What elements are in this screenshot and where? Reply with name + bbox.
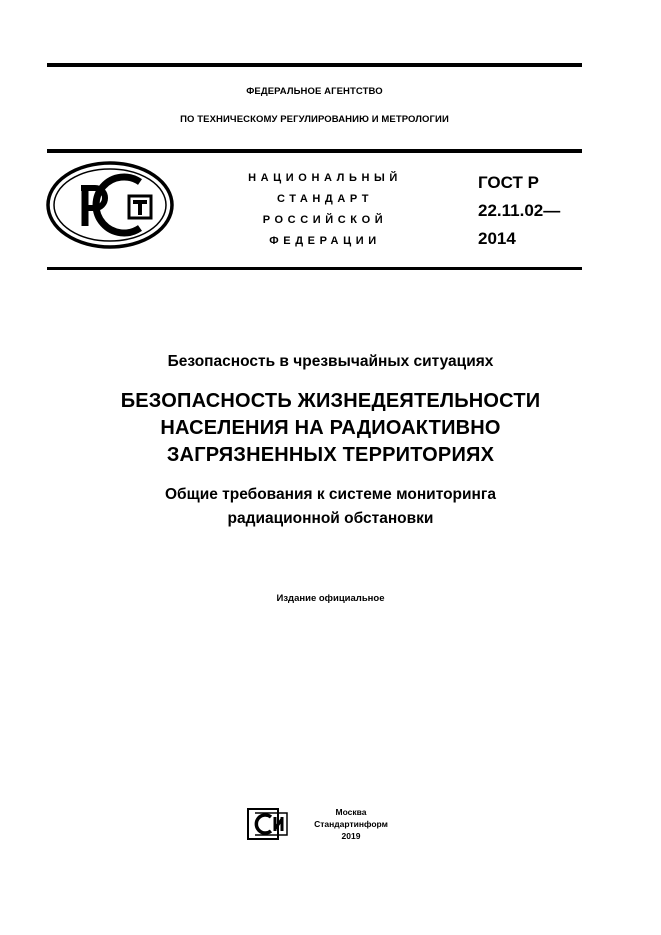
national-standard-label bbox=[232, 168, 418, 252]
publisher-name: Стандартинформ bbox=[314, 819, 388, 829]
standard-designation bbox=[478, 169, 560, 253]
designation-line-3: 2014 bbox=[478, 229, 516, 248]
subtitle-line-1: Общие требования к системе мониторинга bbox=[164, 486, 496, 503]
ns-line-4: ФЕДЕРАЦИИ bbox=[269, 235, 381, 247]
publisher-city: Москва bbox=[335, 807, 367, 817]
agency-line-1: ФЕДЕРАЛЬНОЕ АГЕНТСТВО bbox=[246, 86, 383, 97]
bottom-rule bbox=[47, 267, 582, 270]
publisher-year: 2019 bbox=[341, 831, 361, 841]
designation-line-1: ГОСТ Р bbox=[478, 173, 539, 192]
standartinform-logo-icon bbox=[247, 808, 291, 840]
main-title-line-1: БЕЗОПАСНОСТЬ ЖИЗНЕДЕЯТЕЛЬНОСТИ bbox=[120, 390, 541, 412]
publisher-block bbox=[311, 806, 391, 842]
edition-label: Издание официальное bbox=[276, 593, 385, 604]
rst-conformity-mark-icon bbox=[45, 160, 175, 250]
series-title: Безопасность в чрезвычайных ситуациях bbox=[167, 353, 494, 370]
subtitle-line-2: радиационной обстановки bbox=[227, 510, 434, 527]
ns-line-1: НАЦИОНАЛЬНЫЙ bbox=[248, 172, 402, 184]
agency-line-2: ПО ТЕХНИЧЕСКОМУ РЕГУЛИРОВАНИЮ И МЕТРОЛОГИИ bbox=[180, 114, 449, 125]
main-title-line-3: ЗАГРЯЗНЕННЫХ ТЕРРИТОРИЯХ bbox=[166, 444, 495, 466]
ns-line-3: РОССИЙСКОЙ bbox=[262, 214, 388, 226]
ns-line-2: СТАНДАРТ bbox=[276, 193, 374, 205]
subtitle bbox=[30, 483, 631, 531]
designation-line-2: 22.11.02— bbox=[478, 201, 561, 220]
top-rule bbox=[47, 63, 582, 67]
main-title-line-2: НАСЕЛЕНИЯ НА РАДИОАКТИВНО bbox=[160, 417, 501, 439]
middle-rule bbox=[47, 149, 582, 153]
main-title bbox=[30, 388, 631, 469]
